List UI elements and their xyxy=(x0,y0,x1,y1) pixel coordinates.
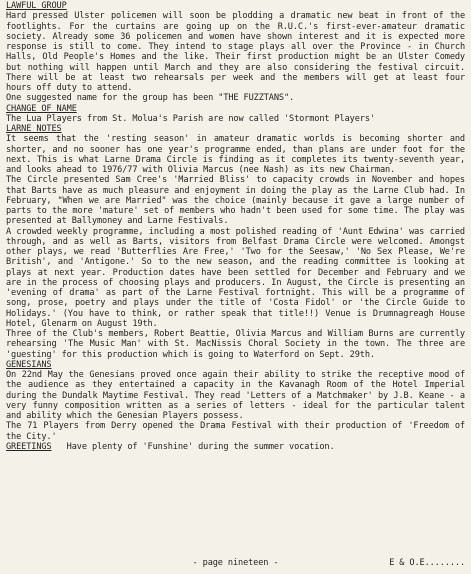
footer-initials: E & O.E........ xyxy=(389,558,465,568)
section-lawful-group xyxy=(6,1,465,104)
section-greetings xyxy=(6,442,465,452)
greetings-body: Have plenty of 'Funshine' during the summer vocation. xyxy=(66,441,335,452)
paragraph-lawful-extra: One suggested name for the group has been "THE FUZZTANS". xyxy=(6,93,295,104)
greetings-line xyxy=(6,442,465,452)
paragraph-larne-3: A crowded weekly programme, including a most polished reading of 'Aunt Edwina' was carried through, and as well as Barts, visitors from Belfast Drama Circle were welcomed. Amongst other plays, we read 'Butterflies Are Free,' 'Two for the Seesaw,' 'No Sex Please, We're British', and 'Antigone.' So to the new season, and the reading committee is looking at plays at next year. Production dates have been settled for December and February and we are in the process of choosing plays and producers. In August, the Circle is presenting an 'evening of drama' as part of the Larne Festival fortnight. This will be a programme of song, prose, poetry and plays under the title of 'Costa Fidol' or 'the Circle Guide to Holidays.' (You have to think, or rather speak that title!!) Venue is Drumnagreagh House Hotel, Glenarm on August 19th. xyxy=(6,226,465,329)
heading-change-of-name: CHANGE OF NAME xyxy=(6,103,77,114)
paragraph-change-body: The Lua Players from St. Molua's Parish are now called 'Stormont Players' xyxy=(6,113,375,124)
paragraph-larne-4: Three of the Club's members, Robert Beattie, Olivia Marcus and William Burns are currently rehearsing 'The Music Man' with St. MacNissis Choral Society in the town. The three are 'guesting' for this production which is going to Waterford on Sept. 29th. xyxy=(6,329,465,360)
paragraph-lawful-body: Hard pressed Ulster policemen will soon be plodding a dramatic new beat in front of the footlights. For the curtains are going up on the R.U.C.'s first-ever-amateur dramatic society. Already some 36 policemen and women have shown interest and it is expected more response is still to come. They intend to stage plays all over the Province - in Church Halls, Old People's Homes and the like. Their first production might be an Ulster Comedy but nothing will happen until March and they are also considering the festival circuit. There will be at least two rehearsals per week and the members will get at least four hours off duty to attend. xyxy=(6,11,465,93)
section-larne-notes xyxy=(6,124,465,360)
page-number: - page nineteen - xyxy=(192,558,279,568)
section-change-of-name xyxy=(6,104,465,125)
heading-greetings: GREETINGS xyxy=(6,441,52,452)
page-footer xyxy=(6,558,465,568)
heading-larne-notes: LARNE NOTES xyxy=(6,124,62,134)
paragraph-genesians-1: On 22nd May the Genesians proved once again their ability to strike the receptive mood of the audience as they entertained a capacity in the Kavanagh Room of the Hotel Imperial during the Dundalk Maytime Festival. They read 'Letters of a Matchmaker' by J.B. Keane - a very funny composition written as a series of letters - ideal for the particular talent and ability which the Genesian Players possess. xyxy=(6,370,465,421)
paragraph-genesians-2: The 71 Players from Derry opened the Drama Festival with their production of 'Freedom of the City.' xyxy=(6,421,465,442)
section-genesians xyxy=(6,360,465,442)
heading-genesians: GENESIANS xyxy=(6,359,52,370)
paragraph-larne-1: It seems that the 'resting season' in amateur dramatic worlds is becoming shorter and shorter, and no sooner has one year's programme ended, than plans are under foot for the next. This is what Larne Drama Circle is finding as it completes its twenty-seventh year, and looks ahead to 1976/77 with Olivia Marcus (nee Nash) as its new Chairman. xyxy=(6,134,465,175)
paragraph-larne-2: The Circle presented Sam Cree's 'Married Bliss' to capacity crowds in November and hopes that Barts have as much pleasure and enjoyment in doing the play as the Larne Club had. In February, "When we are Married" was the choice (mainly because it gave a large number of parts to the more 'mature' set of members who hadn't been used for some time. The play was presented at Ballymoney and Larne Festivals. xyxy=(6,175,465,227)
heading-lawful-group: LAWFUL GROUP xyxy=(6,1,67,11)
